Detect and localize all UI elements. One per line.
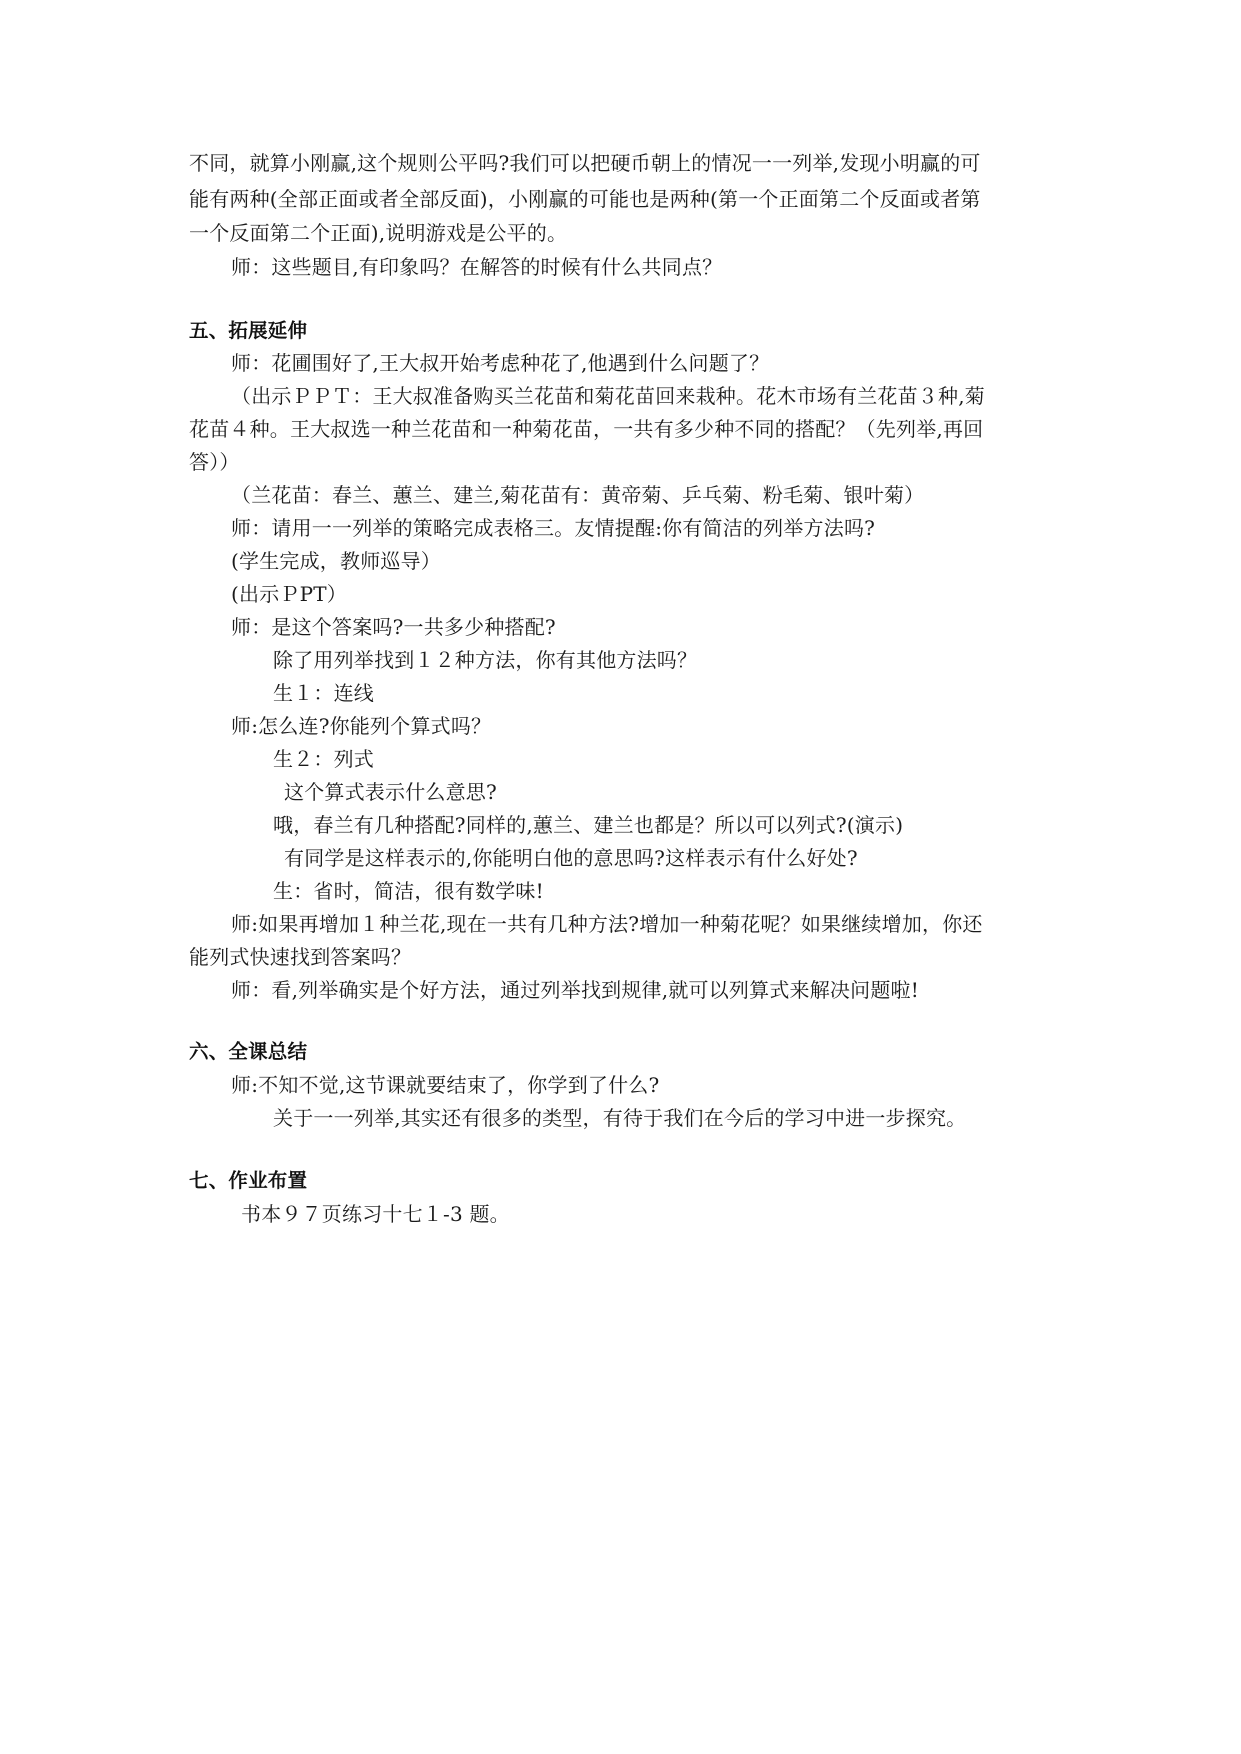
- section-heading: 六、全课总结: [189, 1040, 308, 1063]
- paragraph-line: 除了用列举找到１２种方法，你有其他方法吗？: [273, 648, 698, 672]
- paragraph-line: 哦，春兰有几种搭配?同样的,蕙兰、建兰也都是？所以可以列式?(演示): [273, 813, 904, 837]
- paragraph-line: 师:如果再增加１种兰花,现在一共有几种方法?增加一种菊花呢？如果继续增加，你还: [231, 912, 983, 936]
- paragraph-line: 师：花圃围好了,王大叔开始考虑种花了,他遇到什么问题了？: [231, 351, 770, 375]
- paragraph-line: 能列式快速找到答案吗？: [189, 945, 412, 969]
- paragraph-line: （兰花苗：春兰、蕙兰、建兰,菊花苗有：黄帝菊、乒乓菊、粉毛菊、银叶菊）: [231, 483, 925, 507]
- paragraph-line: 师：请用一一列举的策略完成表格三。友情提醒:你有简洁的列举方法吗?: [231, 516, 876, 540]
- section-heading: 五、拓展延伸: [189, 319, 308, 342]
- paragraph-line: 能有两种(全部正面或者全部反面)，小刚赢的可能也是两种(第一个正面第二个反面或者第: [189, 187, 981, 211]
- paragraph-line: 答））: [189, 450, 240, 474]
- paragraph-line: (学生完成，教师巡导）: [231, 549, 442, 573]
- paragraph-line: 生１：连线: [273, 681, 374, 705]
- paragraph-line: 不同，就算小刚赢,这个规则公平吗?我们可以把硬币朝上的情况一一列举,发现小明赢的可: [189, 151, 981, 175]
- paragraph-line: 生：省时，简洁，很有数学味!: [273, 879, 544, 903]
- paragraph-line: 生２：列式: [273, 747, 374, 771]
- paragraph-line: 这个算式表示什么意思?: [284, 780, 497, 804]
- paragraph-line: 有同学是这样表示的,你能明白他的意思吗?这样表示有什么好处?: [284, 846, 858, 870]
- paragraph-line: 书本９７页练习十七１-3 题。: [241, 1202, 510, 1226]
- paragraph-line: 师:不知不觉,这节课就要结束了，你学到了什么?: [231, 1073, 660, 1097]
- paragraph-line: 师:怎么连?你能列个算式吗？: [231, 714, 492, 738]
- paragraph-line: (出示ＰPT）: [231, 582, 347, 606]
- paragraph-line: （出示ＰＰＴ：王大叔准备购买兰花苗和菊花苗回来栽种。花木市场有兰花苗３种,菊: [231, 384, 985, 408]
- paragraph-line: 关于一一列举,其实还有很多的类型，有待于我们在今后的学习中进一步探究。: [273, 1106, 967, 1130]
- paragraph-line: 师：看,列举确实是个好方法，通过列举找到规律,就可以列算式来解决问题啦!: [231, 978, 919, 1002]
- paragraph-line: 师：这些题目,有印象吗？在解答的时候有什么共同点？: [231, 255, 723, 279]
- paragraph-line: 一个反面第二个正面),说明游戏是公平的。: [189, 221, 568, 245]
- paragraph-line: 花苗４种。王大叔选一种兰花苗和一种菊花苗，一共有多少种不同的搭配？（先列举,再回: [189, 417, 984, 441]
- paragraph-line: 师：是这个答案吗?一共多少种搭配?: [231, 615, 556, 639]
- section-heading: 七、作业布置: [189, 1169, 308, 1192]
